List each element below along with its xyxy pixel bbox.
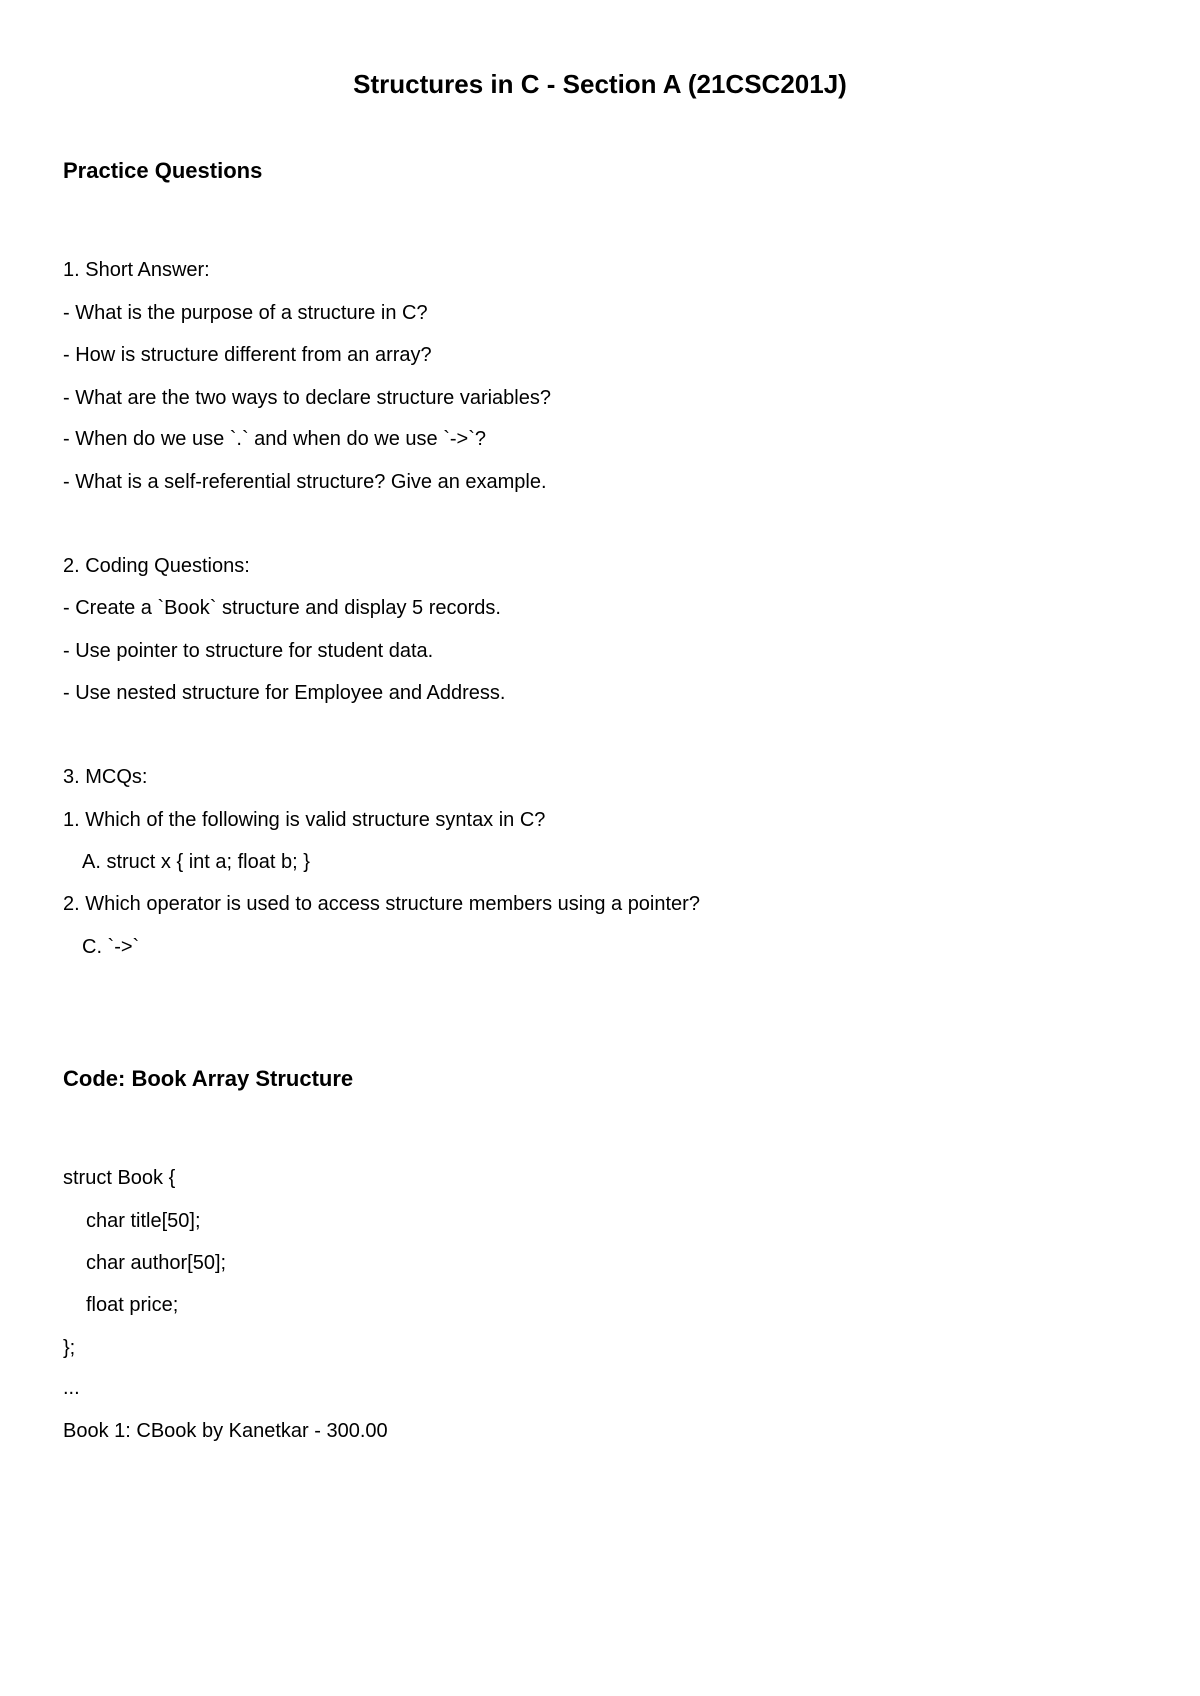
document-title: Structures in C - Section A (21CSC201J) bbox=[353, 69, 847, 99]
mcq-answer: C. `->` bbox=[82, 936, 140, 958]
code-line: float price; bbox=[86, 1294, 179, 1316]
mcq-question: 2. Which operator is used to access structure members using a pointer? bbox=[63, 893, 700, 915]
short-answer-label: 1. Short Answer: bbox=[63, 259, 210, 281]
code-line: ... bbox=[63, 1377, 80, 1399]
mcq-question: 1. Which of the following is valid structure syntax in C? bbox=[63, 809, 546, 831]
mcq-answer: A. struct x { int a; float b; } bbox=[82, 851, 310, 873]
short-answer-item: - What is a self-referential structure? Give an example. bbox=[63, 471, 547, 493]
short-answer-item: - What is the purpose of a structure in C? bbox=[63, 302, 428, 324]
practice-questions-heading: Practice Questions bbox=[63, 158, 263, 183]
coding-question-item: - Create a `Book` structure and display 5 records. bbox=[63, 597, 501, 619]
code-line: }; bbox=[63, 1337, 76, 1359]
code-line: struct Book { bbox=[63, 1167, 176, 1189]
mcqs-label: 3. MCQs: bbox=[63, 766, 148, 788]
code-heading: Code: Book Array Structure bbox=[63, 1066, 354, 1091]
code-line: char author[50]; bbox=[86, 1252, 227, 1274]
coding-question-item: - Use nested structure for Employee and Address. bbox=[63, 682, 506, 704]
coding-question-item: - Use pointer to structure for student data. bbox=[63, 640, 434, 662]
short-answer-item: - When do we use `.` and when do we use `->`? bbox=[63, 428, 486, 450]
coding-questions-label: 2. Coding Questions: bbox=[63, 555, 250, 577]
code-line: char title[50]; bbox=[86, 1210, 201, 1232]
code-output-line: Book 1: CBook by Kanetkar - 300.00 bbox=[63, 1420, 388, 1442]
short-answer-item: - How is structure different from an array? bbox=[63, 344, 432, 366]
short-answer-item: - What are the two ways to declare structure variables? bbox=[63, 387, 551, 409]
